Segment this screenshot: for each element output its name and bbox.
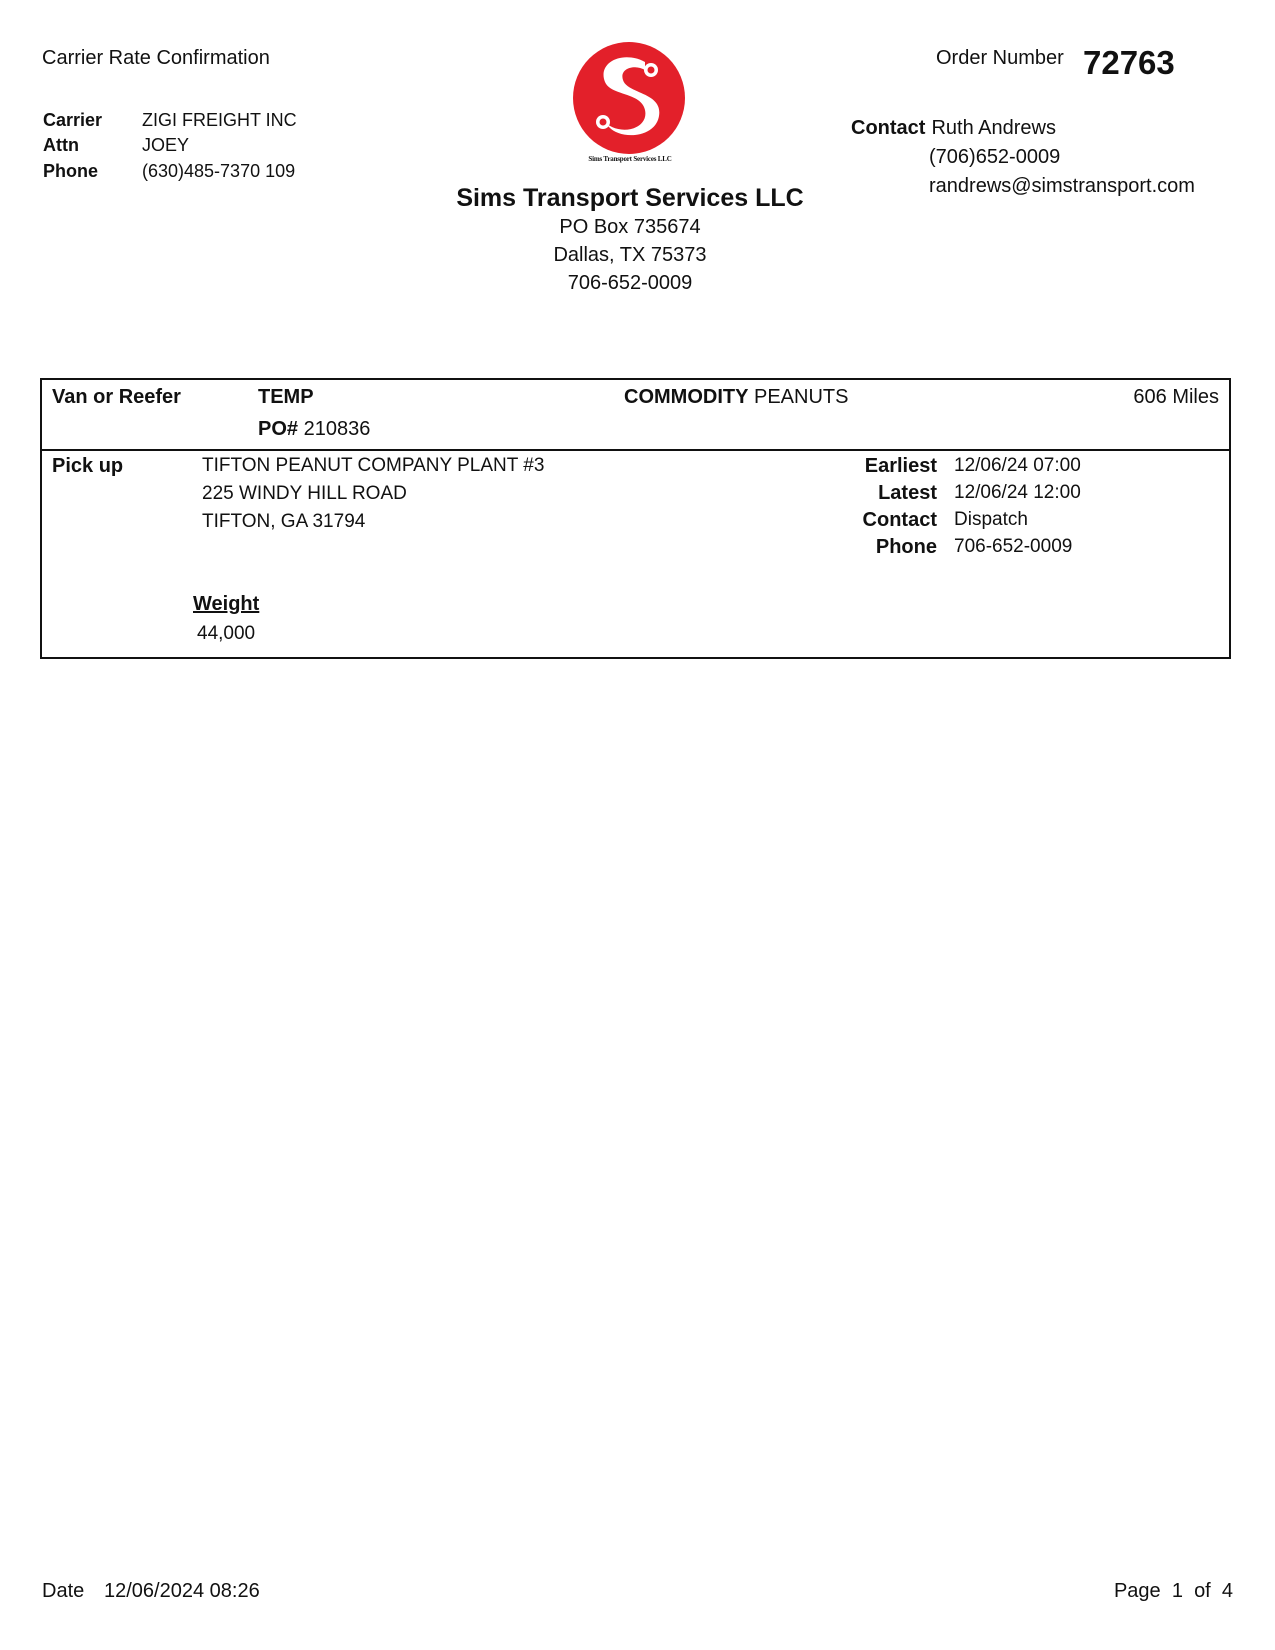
company-address-1: PO Box 735674 xyxy=(559,216,701,238)
commodity-value: PEANUTS xyxy=(754,386,849,408)
po-label: PO# xyxy=(258,418,299,440)
document-title: Carrier Rate Confirmation xyxy=(42,47,270,69)
logo-caption: Sims Transport Services LLC xyxy=(588,155,672,163)
pickup-street: 225 WINDY HILL ROAD xyxy=(202,483,407,504)
company-name: Sims Transport Services LLC xyxy=(456,184,804,212)
po-value: 210836 xyxy=(303,418,371,440)
contact-block xyxy=(851,114,1195,197)
company-phone: 706-652-0009 xyxy=(567,272,693,294)
contact-email[interactable]: randrews@simstransport.com xyxy=(929,175,1195,197)
pickup-box xyxy=(40,449,1231,659)
miles: 606 Miles xyxy=(1133,386,1219,408)
page-total: 4 xyxy=(1221,1580,1233,1602)
weight-value: 44,000 xyxy=(197,623,256,644)
footer-page xyxy=(1114,1580,1233,1603)
carrier-label: Carrier xyxy=(43,110,103,130)
pickup-phone-value: 706-652-0009 xyxy=(954,536,1073,557)
of-label: of xyxy=(1194,1580,1211,1602)
pickup-phone-label: Phone xyxy=(875,536,937,558)
load-info-box xyxy=(40,378,1231,451)
contact-phone: (706)652-0009 xyxy=(929,146,1061,168)
earliest-label: Earliest xyxy=(864,455,937,477)
pickup-name: TIFTON PEANUT COMPANY PLANT #3 xyxy=(202,455,545,476)
latest-label: Latest xyxy=(878,482,937,504)
commodity xyxy=(624,386,848,409)
equipment-label: Van or Reefer xyxy=(52,386,181,408)
temp-label: TEMP xyxy=(258,386,314,408)
pickup-contact-value: Dispatch xyxy=(954,509,1028,530)
weight-label: Weight xyxy=(193,593,260,615)
company-address-2: Dallas, TX 75373 xyxy=(553,244,707,266)
contact-label: Contact xyxy=(851,117,926,139)
pickup-contact-label: Contact xyxy=(862,509,937,531)
company-logo xyxy=(571,40,687,156)
footer-date: 12/06/2024 08:26 xyxy=(104,1580,260,1602)
earliest-value: 12/06/24 07:00 xyxy=(954,455,1081,476)
company-block xyxy=(430,183,830,297)
attn-label: Attn xyxy=(43,135,79,155)
carrier-row xyxy=(43,110,297,131)
commodity-label: COMMODITY xyxy=(624,386,749,408)
carrier-value: ZIGI FREIGHT INC xyxy=(142,110,297,130)
carrier-phone-row xyxy=(43,161,295,182)
footer-date-label: Date xyxy=(42,1580,85,1602)
page-number: 1 xyxy=(1171,1580,1183,1602)
order-number: 72763 xyxy=(1083,44,1175,81)
contact-name: Ruth Andrews xyxy=(931,117,1056,139)
attn-value: JOEY xyxy=(142,135,190,155)
pickup-label: Pick up xyxy=(52,455,124,477)
carrier-phone-value: (630)485-7370 109 xyxy=(142,161,296,181)
pickup-city: TIFTON, GA 31794 xyxy=(202,511,366,532)
page-label: Page xyxy=(1113,1580,1161,1602)
latest-value: 12/06/24 12:00 xyxy=(954,482,1081,503)
order-number-label: Order Number xyxy=(936,47,1064,69)
attn-row xyxy=(43,135,189,156)
carrier-phone-label: Phone xyxy=(43,161,99,181)
po-number xyxy=(258,418,370,441)
